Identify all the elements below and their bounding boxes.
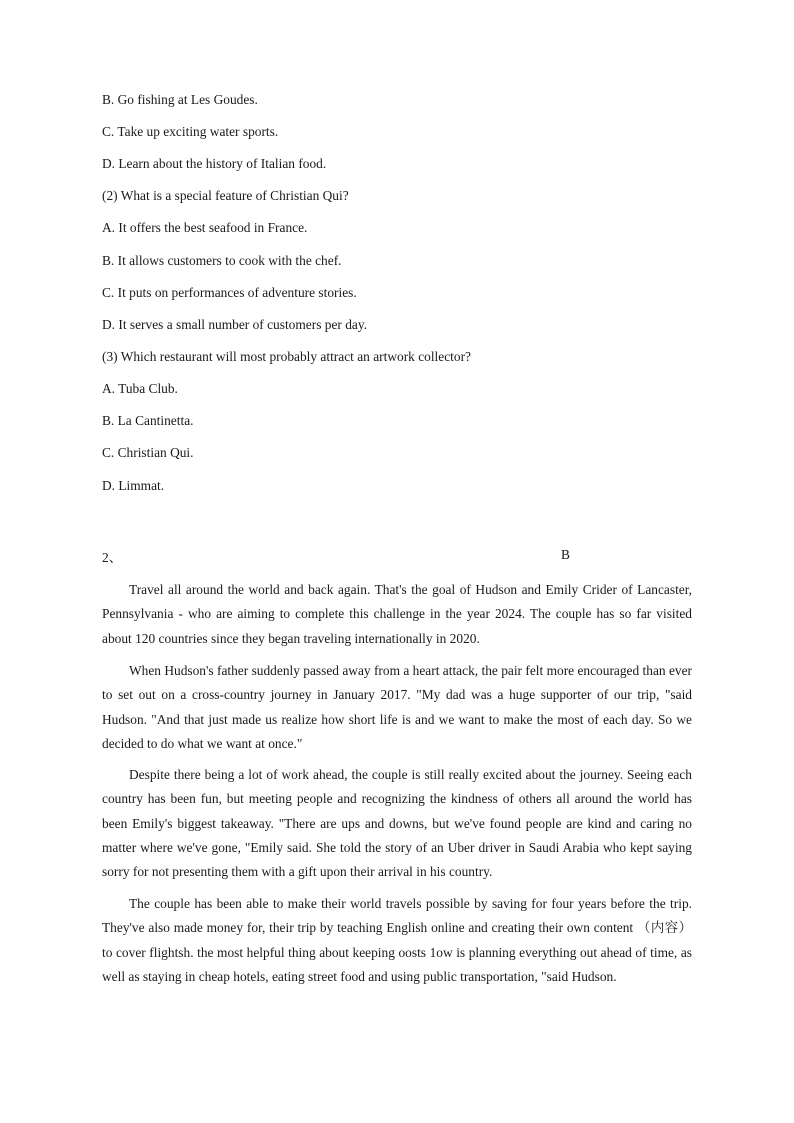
section-letter: B — [561, 547, 570, 562]
q2-option-a: A. It offers the best seafood in France. — [102, 220, 308, 235]
passage-paragraph-1: Travel all around the world and back again. That's the goal of Hudson and Emily Crider of Lancaster, Pennsylvania - who are aiming to complete this challenge in the year 2024. The couple has so far visited about 120 countries since they began traveling internationally in 2020. — [102, 582, 692, 646]
passage-paragraph-2: When Hudson's father suddenly passed away from a heart attack, the pair felt more encouraged than ever to set out on a cross-country journey in January 2017. "My dad was a huge supporter of our trip, "said Hudson. "And that just made us realize how short life is and we want to make the most of each day. So we decided to do what we want at once." — [102, 663, 692, 751]
q3-option-a: A. Tuba Club. — [102, 381, 178, 396]
q3-option-b: B. La Cantinetta. — [102, 413, 194, 428]
q1-option-b: B. Go fishing at Les Goudes. — [102, 92, 258, 107]
passage-paragraph-3: Despite there being a lot of work ahead, the couple is still really excited about the journey. Seeing each country has been fun, but meeting people and recognizing the kindness of others all around the world has been Emily's biggest takeaway. "There are ups and downs, but we've found people are kind and caring no matter where we've gone, "Emily said. She told the story of an Uber driver in Saudi Arabia who kept saying sorry for not presenting them with a gift upon their arrival in his country. — [102, 767, 692, 880]
q3-option-d: D. Limmat. — [102, 478, 165, 493]
passage-paragraph-4: The couple has been able to make their world travels possible by saving for four years before the trip. They've also made money for, their trip by teaching English online and creating their own content （内容） to cover flightsh. the most helpful thing about keeping oosts 1ow is planning everything out ahead of time, as well as staying in cheap hotels, eating street food and using public transportation, "said Hudson. — [102, 896, 692, 984]
q2-stem: (2) What is a special feature of Christian Qui? — [102, 188, 349, 203]
q3-option-c: C. Christian Qui. — [102, 445, 194, 460]
q2-option-b: B. It allows customers to cook with the chef. — [102, 253, 342, 268]
q1-option-d: D. Learn about the history of Italian food. — [102, 156, 327, 171]
q2-option-c: C. It puts on performances of adventure stories. — [102, 285, 357, 300]
q2-option-d: D. It serves a small number of customers per day. — [102, 317, 368, 332]
section-number: 2、 — [102, 550, 123, 565]
q3-stem: (3) Which restaurant will most probably attract an artwork collector? — [102, 349, 471, 364]
q1-option-c: C. Take up exciting water sports. — [102, 124, 279, 139]
